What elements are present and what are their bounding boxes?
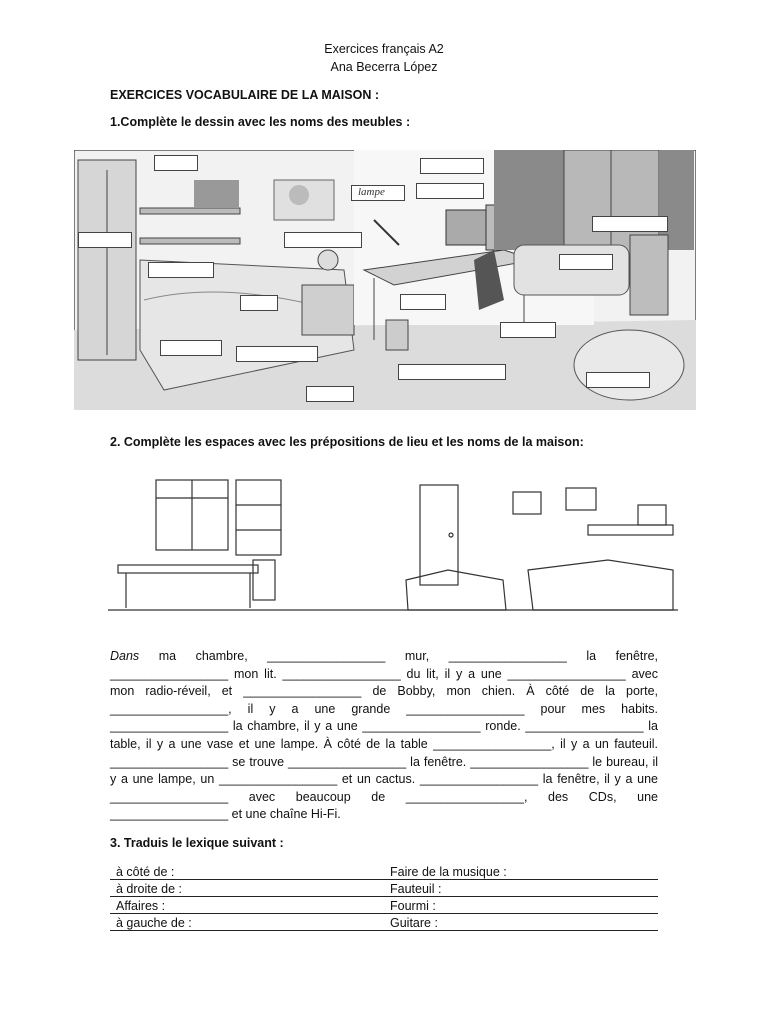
vocab-cell[interactable]: Affaires : <box>110 897 384 914</box>
blank-label-box[interactable] <box>160 340 222 356</box>
blank-label-box[interactable] <box>284 232 362 248</box>
vocabulary-table <box>110 863 658 931</box>
paragraph-intro: Dans <box>110 649 140 663</box>
page-heading: EXERCICES VOCABULAIRE DE LA MAISON : <box>110 88 380 102</box>
vocab-cell[interactable]: Fourmi : <box>384 897 658 914</box>
blank-label-box[interactable] <box>592 216 668 232</box>
blank-label-box[interactable] <box>240 295 278 311</box>
blank-label-box[interactable] <box>236 346 318 362</box>
blank-label-box[interactable] <box>306 386 354 402</box>
blank-label-box[interactable] <box>586 372 650 388</box>
vocab-cell[interactable]: à gauche de : <box>110 914 384 931</box>
vocab-cell[interactable]: Faire de la musique : <box>384 863 658 880</box>
blank-label-box[interactable] <box>416 183 484 199</box>
blank-label-box[interactable] <box>500 322 556 338</box>
exercise1-title: 1.Complète le dessin avec les noms des meubles : <box>110 115 411 129</box>
blank-label-box[interactable] <box>398 364 506 380</box>
table-row <box>110 880 658 897</box>
exercise2-title: 2. Complète les espaces avec les prépositions de lieu et les noms de la maison: <box>110 435 584 449</box>
blank-label-box[interactable] <box>559 254 613 270</box>
room-line-drawing <box>108 470 678 625</box>
header-author: Ana Becerra López <box>330 60 438 74</box>
exercise2-paragraph <box>110 648 658 824</box>
table-row <box>110 897 658 914</box>
vocab-cell[interactable]: Guitare : <box>384 914 658 931</box>
blank-label-box[interactable] <box>400 294 446 310</box>
exercise3-title: 3. Traduis le lexique suivant : <box>110 836 284 850</box>
blank-label-box[interactable] <box>78 232 132 248</box>
room-illustration <box>74 150 696 410</box>
header-course: Exercices français A2 <box>324 42 444 56</box>
vocab-cell[interactable]: à côté de : <box>110 863 384 880</box>
table-row <box>110 863 658 880</box>
filled-label-box <box>351 185 405 201</box>
table-row <box>110 914 658 931</box>
blank-label-box[interactable] <box>148 262 214 278</box>
vocab-cell[interactable]: Fauteuil : <box>384 880 658 897</box>
filled-label-text: lampe <box>358 186 385 198</box>
paragraph-body: ma chambre, _________________ mur, _________________ la fenêtre, _________________ mon lit. _________________ du lit, il y a une _________________ avec mon radio-réveil, et _________________ de Bobby, mon chien. À côté de la porte, _________________, il y a une grande _________________ pour mes habits. _________________ la chambre, il y a une _________________ ronde. _________________ la table, il y a une vase et une lampe. À côté de la table _________________, il y a un fauteuil. _________________ se trouve _________________ la fenêtre. _________________ le bureau, il y a une lampe, un _________________ et un cactus. _________________ la fenêtre, il y a une _________________ avec beaucoup de _________________, des CDs, une _________________ et une chaîne Hi-Fi. <box>110 649 658 822</box>
blank-label-box[interactable] <box>154 155 198 171</box>
vocab-cell[interactable]: à droite de : <box>110 880 384 897</box>
blank-label-box[interactable] <box>420 158 484 174</box>
